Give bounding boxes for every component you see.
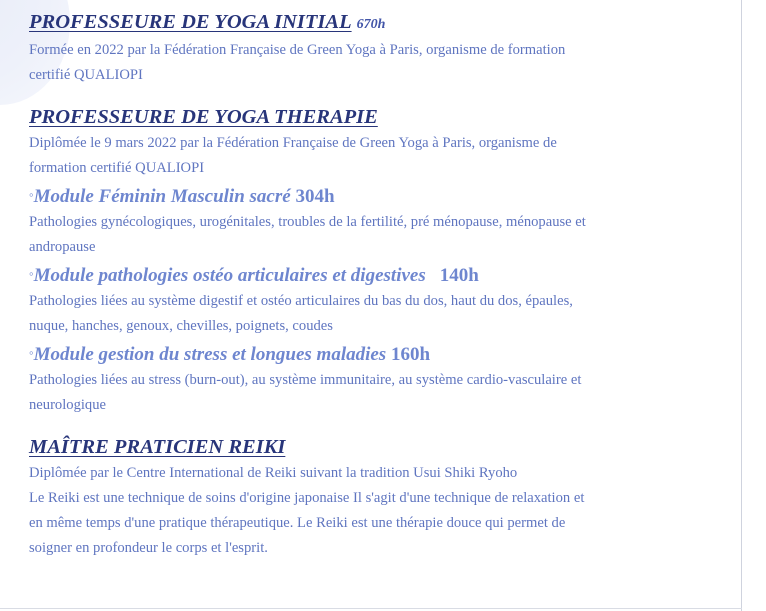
section-description-line: Diplômée par le Centre International de Reiki suivant la tradition Usui Shiki Ryoho xyxy=(29,465,518,481)
module-hours: 140h xyxy=(439,265,479,286)
bullet-icon: ◦ xyxy=(29,187,34,202)
section-title xyxy=(29,9,734,38)
section-title xyxy=(29,104,734,131)
bullet-icon: ◦ xyxy=(29,345,34,360)
section-hours: 670h xyxy=(356,17,386,32)
module-description-line: Pathologies gynécologiques, urogénitales, troubles de la fertilité, pré ménopause, ménopause et xyxy=(29,214,586,230)
module-gestion-stress xyxy=(29,339,734,418)
section-description-line: Formée en 2022 par la Fédération Française de Green Yoga à Paris, organisme de formation xyxy=(29,42,566,58)
section-title-text: PROFESSEURE DE YOGA INITIAL xyxy=(29,11,352,33)
section-reiki xyxy=(29,434,734,561)
page-bottom-rule xyxy=(0,608,742,609)
section-description-line: certifié QUALIOPI xyxy=(29,67,143,83)
section-title-text: MAÎTRE PRATICIEN REIKI xyxy=(29,436,286,458)
module-osteo-articulaires xyxy=(29,260,734,339)
section-description-line: en même temps d'une pratique thérapeutique. Le Reiki est une thérapie douce qui permet de xyxy=(29,515,566,531)
bullet-icon: ◦ xyxy=(29,266,34,281)
module-title xyxy=(29,339,734,368)
section-yoga-initial xyxy=(29,9,734,88)
section-description-line: Le Reiki est une technique de soins d'origine japonaise Il s'agit d'une technique de relaxation et xyxy=(29,490,585,506)
section-title xyxy=(29,434,734,461)
module-feminin-masculin xyxy=(29,181,734,260)
document-content xyxy=(29,9,734,561)
module-hours: 304h xyxy=(295,186,335,207)
module-title-text: Module gestion du stress et longues maladies xyxy=(33,344,387,365)
module-title-text: Module Féminin Masculin sacré xyxy=(33,186,291,207)
module-title xyxy=(29,181,734,210)
section-yoga-therapie xyxy=(29,104,734,418)
module-hours: 160h xyxy=(390,344,431,365)
module-description-line: Pathologies liées au stress (burn-out), au système immunitaire, au système cardio-vasculaire et xyxy=(29,372,582,388)
section-description-line: soigner en profondeur le corps et l'esprit. xyxy=(29,540,268,556)
section-description-line: Diplômée le 9 mars 2022 par la Fédération Française de Green Yoga à Paris, organisme de xyxy=(29,135,557,151)
module-description-line: andropause xyxy=(29,239,96,255)
module-description-line: Pathologies liées au système digestif et ostéo articulaires du bas du dos, haut du dos, épaules, xyxy=(29,293,573,309)
module-title xyxy=(29,260,734,289)
section-description-line: formation certifié QUALIOPI xyxy=(29,160,205,176)
module-description-line: neurologique xyxy=(29,397,107,413)
page-edge-rule xyxy=(741,0,742,611)
module-title-text: Module pathologies ostéo articulaires et digestives xyxy=(33,265,426,286)
module-description-line: nuque, hanches, genoux, chevilles, poignets, coudes xyxy=(29,318,333,334)
section-title-text: PROFESSEURE DE YOGA THERAPIE xyxy=(29,106,378,128)
